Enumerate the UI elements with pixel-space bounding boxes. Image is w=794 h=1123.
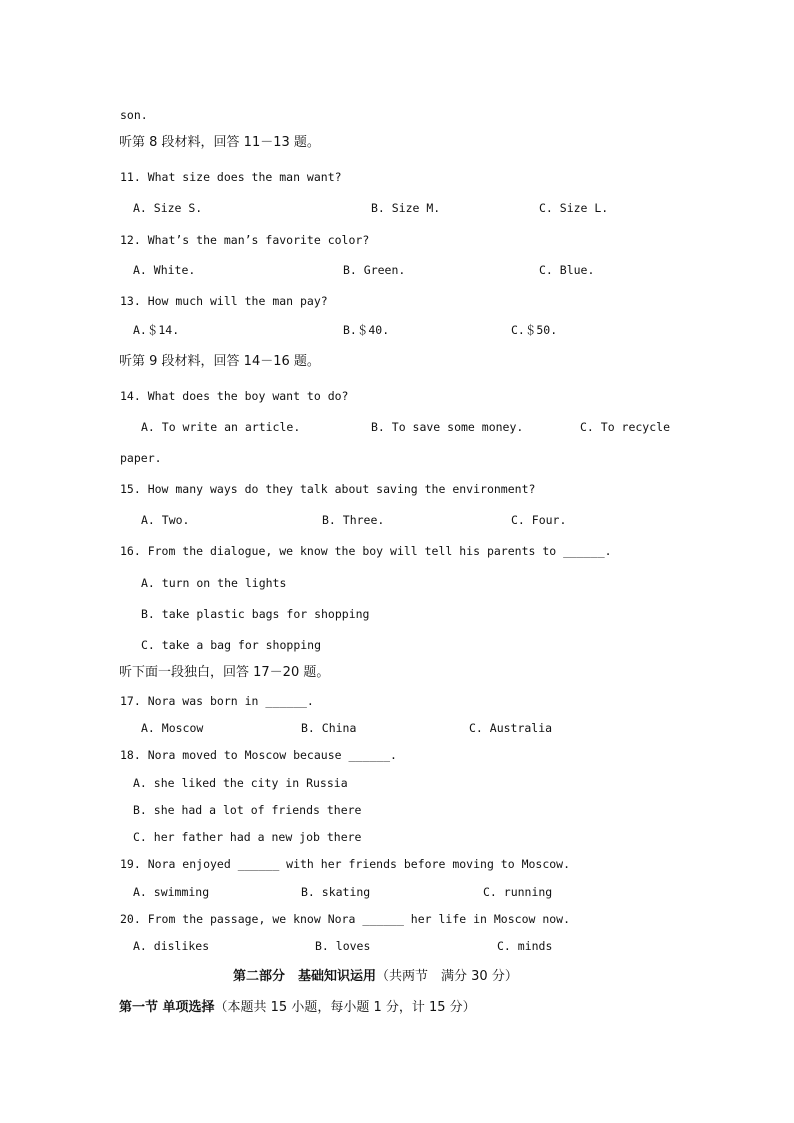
section-instruction: 听下面一段独白，回答 17－20 题。 [119,665,330,680]
question-18: 18. Nora moved to Moscow because ______. [120,748,397,762]
option-c: C. To recycle [580,420,671,434]
option-c: C.＄50. [511,323,558,337]
option-a: A. turn on the lights [141,576,287,590]
option-a: A. Size S. [133,201,203,215]
part-title: 第二部分 基础知识运用 [233,969,377,984]
section-heading [119,1000,476,1016]
section-instruction: 听第 9 段材料，回答 14－16 题。 [119,354,320,369]
question-17: 17. Nora was born in ______. [120,694,314,708]
option-a: A. To write an article. [141,420,301,434]
option-b: B. skating [301,885,371,899]
option-b: B. she had a lot of friends there [133,803,362,817]
option-b: B.＄40. [343,323,390,337]
option-c: C. running [483,885,553,899]
question-14: 14. What does the boy want to do? [120,389,349,403]
option-c: C. take a bag for shopping [141,638,322,652]
question-13: 13. How much will the man pay? [120,294,328,308]
option-b: B. Size M. [371,201,441,215]
question-16: 16. From the dialogue, we know the boy will tell his parents to ______. [120,544,612,558]
option-a: A. Moscow [141,721,204,735]
option-b: B. take plastic bags for shopping [141,607,370,621]
option-b: B. Green. [343,263,406,277]
option-a: A. swimming [133,885,210,899]
option-b: B. China [301,721,357,735]
option-a: A. dislikes [133,939,210,953]
section-scoring: （本题共 15 小题，每小题 1 分，计 15 分） [214,1000,476,1015]
option-b: B. loves [315,939,371,953]
option-c: C. Blue. [539,263,595,277]
part-heading [233,969,518,985]
option-b: B. Three. [322,513,385,527]
option-a: A. White. [133,263,196,277]
option-c: C. her father had a new job there [133,830,362,844]
question-15: 15. How many ways do they talk about saving the environment? [120,482,536,496]
option-a: A.＄14. [133,323,180,337]
section-instruction: 听第 8 段材料，回答 11－13 题。 [119,135,320,150]
question-19: 19. Nora enjoyed ______ with her friends before moving to Moscow. [120,857,571,871]
section-title: 第一节 单项选择 [119,1000,215,1015]
question-12: 12. What’s the man’s favorite color? [120,233,370,247]
option-c: C. Four. [511,513,567,527]
option-a: A. she liked the city in Russia [133,776,348,790]
text-line: son. [120,108,148,122]
option-c: C. Australia [469,721,553,735]
option-c: C. minds [497,939,553,953]
option-b: B. To save some money. [371,420,524,434]
option-a: A. Two. [141,513,190,527]
part-scoring: （共两节 满分 30 分） [376,969,518,984]
option-c-continued: paper. [120,451,162,465]
question-11: 11. What size does the man want? [120,170,342,184]
option-c: C. Size L. [539,201,609,215]
question-20: 20. From the passage, we know Nora ______ her life in Moscow now. [120,912,571,926]
